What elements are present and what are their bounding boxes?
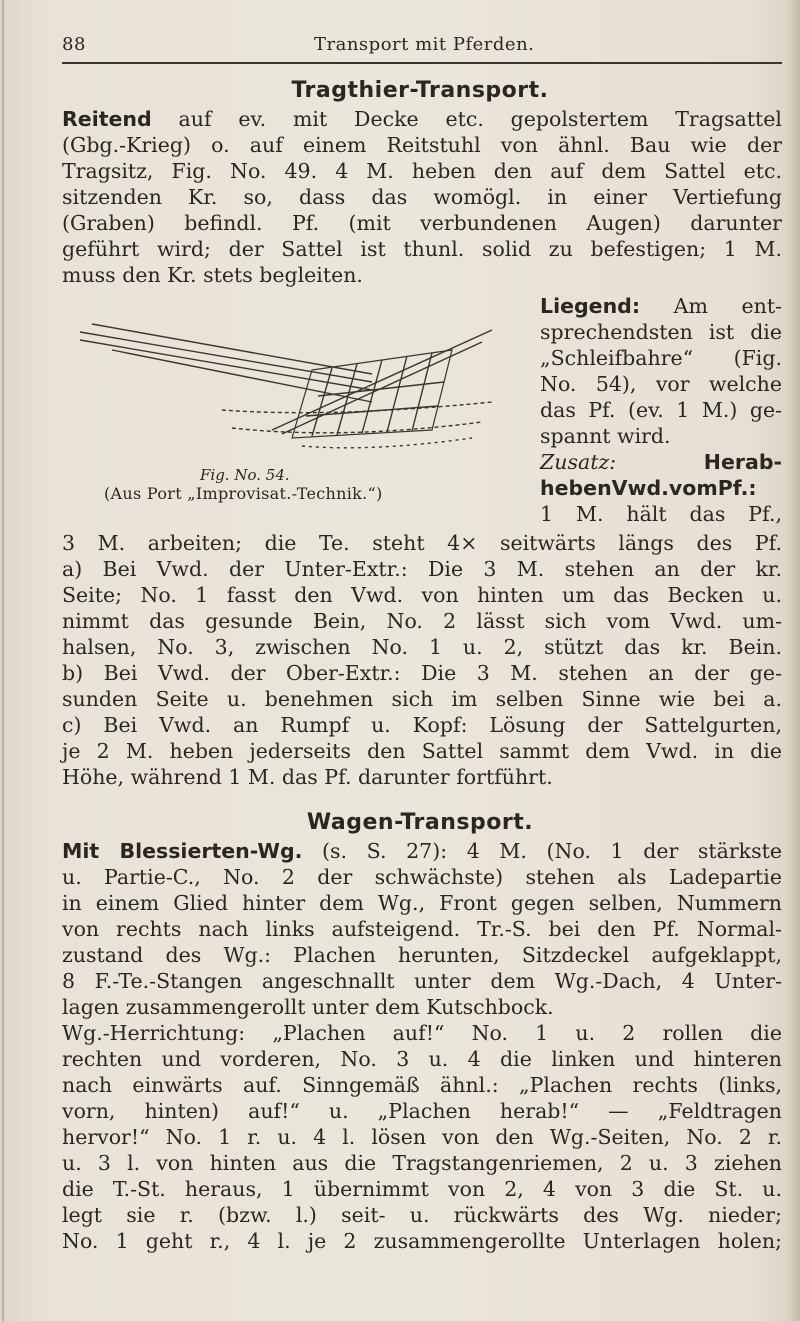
text-line: rechten und vorderen, No. 3 u. 4 die linken und hinteren bbox=[62, 1047, 782, 1071]
text-line: u. Partie-C., No. 2 der schwächste) stehen als Ladepartie bbox=[62, 865, 782, 889]
text-line: b) Bei Vwd. der Ober-Extr.: Die 3 M. stehen an der ge- bbox=[62, 661, 782, 685]
text-span: auf ev. mit Decke etc. gepolstertem Tragsattel bbox=[151, 107, 782, 131]
text-line: No. 54), vor welche bbox=[540, 372, 782, 396]
text-line: 3 M. arbeiten; die Te. steht 4× seitwärts längs des Pf. bbox=[62, 531, 782, 555]
text-line: Höhe, während 1 M. das Pf. darunter fortführt. bbox=[62, 765, 553, 789]
text-line: sprechendsten ist die bbox=[540, 320, 782, 344]
page-gutter-line bbox=[2, 0, 4, 1321]
figure-source: (Aus Port „Improvisat.-Technik.“) bbox=[104, 484, 383, 503]
text-line: (Graben) befindl. Pf. (mit verbundenen Augen) darunter bbox=[62, 211, 782, 235]
figure-dashed-line bbox=[232, 422, 482, 433]
text-line: Tragsitz, Fig. No. 49. 4 M. heben den auf dem Sattel etc. bbox=[62, 159, 782, 183]
paragraph-liegend bbox=[540, 293, 782, 527]
running-title: Transport mit Pferden. bbox=[314, 34, 535, 55]
text-line: Seite; No. 1 fasst den Vwd. von hinten um das Becken u. bbox=[62, 583, 782, 607]
figure-pole-line bbox=[80, 332, 372, 382]
text-line: legt sie r. (bzw. l.) seit- u. rückwärts des Wg. nieder; bbox=[62, 1203, 782, 1227]
text-line: 8 F.-Te.-Stangen angeschnallt unter dem Wg.-Dach, 4 Unter- bbox=[62, 969, 782, 993]
text-line bbox=[62, 106, 782, 132]
text-line: nach einwärts auf. Sinngemäß ähnl.: „Plachen rechts (links, bbox=[62, 1073, 782, 1097]
text-line: c) Bei Vwd. an Rumpf u. Kopf: Lösung der Sattelgurten, bbox=[62, 713, 782, 737]
text-line: u. 3 l. von hinten aus die Tragstangenriemen, 2 u. 3 ziehen bbox=[62, 1151, 782, 1175]
paragraph-lead: Liegend: bbox=[540, 294, 641, 318]
text-line: hervor!“ No. 1 r. u. 4 l. lösen von den Wg.-Seiten, No. 2 r. bbox=[62, 1125, 782, 1149]
text-line bbox=[540, 293, 782, 319]
figure-pole-line bbox=[272, 330, 492, 430]
figure-pole-line bbox=[282, 342, 482, 434]
text-line: nimmt das gesunde Bein, No. 2 lässt sich vom Vwd. um- bbox=[62, 609, 782, 633]
text-span: Am ent- bbox=[640, 294, 782, 318]
text-line: Wg.-Herrichtung: „Plachen auf!“ No. 1 u. 2 rollen die bbox=[62, 1021, 782, 1045]
text-line: geführt wird; der Sattel ist thunl. solid zu befestigen; 1 M. bbox=[62, 237, 782, 261]
paragraph-lead: Mit Blessierten-Wg. bbox=[62, 839, 303, 863]
figure-caption: Fig. No. 54. bbox=[200, 466, 290, 484]
text-line: hebenVwd.vomPf.: bbox=[540, 476, 757, 500]
text-line: von rechts nach links aufsteigend. Tr.-S. bei den Pf. Normal- bbox=[62, 917, 782, 941]
text-line: halsen, No. 3, zwischen No. 1 u. 2, stützt das kr. Bein. bbox=[62, 635, 782, 659]
text-line: das Pf. (ev. 1 M.) ge- bbox=[540, 398, 782, 422]
page-number: 88 bbox=[62, 34, 86, 55]
text-span: (s. S. 27): 4 M. (No. 1 der stärkste bbox=[302, 839, 782, 863]
text-line: die T.-St. heraus, 1 übernimmt von 2, 4 von 3 die St. u. bbox=[62, 1177, 782, 1201]
text-line: vorn, hinten) auf!“ u. „Plachen herab!“ — „Feldtragen bbox=[62, 1099, 782, 1123]
zusatz-lead: Herab- bbox=[616, 450, 782, 474]
figure-frame-slat bbox=[312, 368, 332, 436]
section-title-wagen: Wagen-Transport. bbox=[306, 810, 534, 835]
page-edge-shadow bbox=[786, 0, 800, 1321]
text-line: sunden Seite u. benehmen sich im selben Sinne wie bei a. bbox=[62, 687, 782, 711]
header-rule bbox=[62, 62, 782, 64]
zusatz-label: Zusatz: bbox=[540, 450, 617, 474]
text-line: muss den Kr. stets begleiten. bbox=[62, 263, 363, 287]
text-line: a) Bei Vwd. der Unter-Extr.: Die 3 M. stehen an der kr. bbox=[62, 557, 782, 581]
text-line: lagen zusammengerollt unter dem Kutschbock. bbox=[62, 995, 554, 1019]
text-line: zustand des Wg.: Plachen herunten, Sitzdeckel aufgeklappt, bbox=[62, 943, 782, 967]
text-line: spannt wird. bbox=[540, 424, 671, 448]
text-line: 1 M. hält das Pf., bbox=[540, 502, 782, 526]
text-line: (Gbg.-Krieg) o. auf einem Reitstuhl von ähnl. Bau wie der bbox=[62, 133, 782, 157]
page-header bbox=[62, 28, 782, 68]
paragraph-blessierten-wagen bbox=[62, 838, 782, 1254]
text-line: in einem Glied hinter dem Wg., Front gegen selben, Nummern bbox=[62, 891, 782, 915]
figure-frame-slat bbox=[387, 356, 407, 432]
figure-schleifbahre-illustration bbox=[72, 310, 512, 460]
figure-dashed-line bbox=[222, 402, 492, 413]
text-line: je 2 M. heben jederseits den Sattel sammt dem Vwd. in die bbox=[62, 739, 782, 763]
text-line bbox=[540, 449, 782, 475]
text-line: sitzenden Kr. so, dass das womögl. in einer Vertiefung bbox=[62, 185, 782, 209]
paragraph-reitend bbox=[62, 106, 782, 288]
figure-dashed-line bbox=[302, 438, 472, 448]
section-title-tragthier: Tragthier-Transport. bbox=[291, 78, 549, 103]
text-line: „Schleifbahre“ (Fig. bbox=[540, 346, 782, 370]
text-line bbox=[62, 838, 782, 864]
text-line: No. 1 geht r., 4 l. je 2 zusammengerollte Unterlagen holen; bbox=[62, 1229, 782, 1253]
paragraph-zusatz-continued bbox=[62, 530, 782, 790]
paragraph-lead: Reitend bbox=[62, 107, 152, 131]
